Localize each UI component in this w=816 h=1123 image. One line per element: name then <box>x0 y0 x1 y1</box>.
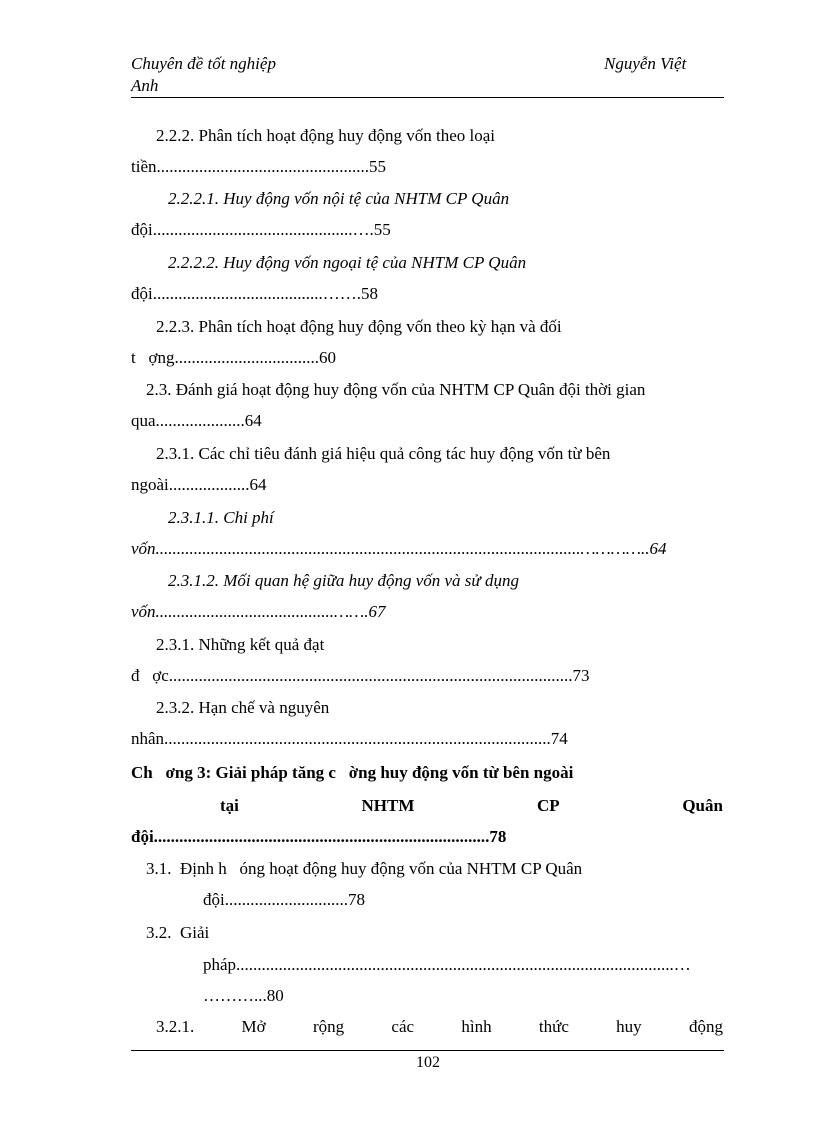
word: CP <box>537 796 560 815</box>
toc-2-3-2-page: nhân...........................................................................................74 <box>131 729 568 748</box>
toc-2-2-2-title: 2.2.2. Phân tích hoạt động huy động vốn theo loại <box>156 126 496 145</box>
toc-2-3-1-page: ngoài...................64 <box>131 475 267 494</box>
footer-rule <box>131 1050 724 1051</box>
toc-3-2-page: ………...80 <box>203 986 284 1005</box>
toc-3-1-page: đội.............................78 <box>203 890 365 909</box>
word: thức <box>538 1017 569 1036</box>
toc-2-3-page: qua.....................64 <box>131 411 262 430</box>
toc-2-3-1-1-title: 2.3.1.1. Chi phí <box>168 508 274 527</box>
toc-3-2-1-title <box>156 1016 723 1038</box>
word: 3.2.1. <box>156 1017 195 1036</box>
toc-2-3-title: 2.3. Đánh giá hoạt động huy động vốn của NHTM CP Quân đội thời gian <box>146 380 646 399</box>
toc-2-3-1b-title: 2.3.1. Những kết quả đạt <box>156 635 325 654</box>
toc-2-3-1b-page: đ ợc...............................................................................................73 <box>131 666 590 685</box>
word: rộng <box>312 1017 345 1036</box>
toc-2-3-2-title: 2.3.2. Hạn chế và nguyên <box>156 698 330 717</box>
toc-3-1-title: 3.1. Định h óng hoạt động huy động vốn của NHTM CP Quân <box>146 859 583 878</box>
word: hình <box>461 1017 492 1036</box>
toc-2-2-2-2-title: 2.2.2.2. Huy động vốn ngoại tệ của NHTM CP Quân <box>168 253 527 272</box>
word: các <box>391 1017 415 1036</box>
toc-chapter-3-page: đội...............................................................................78 <box>131 827 507 846</box>
toc-2-2-2-1-title: 2.2.2.1. Huy động vốn nội tệ của NHTM CP Quân <box>168 189 510 208</box>
header-title-line2: Anh <box>131 76 159 95</box>
header-title <box>131 53 276 97</box>
word: Quân <box>682 796 723 815</box>
toc-2-3-1-2-page: vốn..........................................…….67 <box>131 602 386 621</box>
toc-2-3-1-title: 2.3.1. Các chỉ tiêu đánh giá hiệu quả công tác huy động vốn từ bên <box>156 444 611 463</box>
word: tại <box>220 796 239 815</box>
toc-3-2-title: 3.2. Giải <box>146 923 210 942</box>
toc-chapter-3-title-cont <box>220 795 723 817</box>
header-author: Nguyễn Việt <box>604 54 687 73</box>
word: NHTM <box>361 796 415 815</box>
toc-chapter-3-title: Ch ơng 3: Giải pháp tăng c ờng huy động vốn từ bên ngoài <box>131 763 574 782</box>
toc-3-2-dots: pháp.......................................................................................................… <box>203 955 691 974</box>
toc-2-2-2-2-page: đội........................................…….58 <box>131 284 378 303</box>
toc-2-3-1-2-title: 2.3.1.2. Mối quan hệ giữa huy động vốn và sử dụng <box>168 571 519 590</box>
toc-2-2-2-1-page: đội...............................................….55 <box>131 220 391 239</box>
page-number: 102 <box>416 1054 440 1071</box>
toc-2-2-3-title: 2.2.3. Phân tích hoạt động huy động vốn theo kỳ hạn và đối <box>156 317 562 336</box>
header-rule <box>131 97 724 98</box>
word: huy <box>616 1017 642 1036</box>
word: động <box>688 1017 723 1036</box>
header-title-line1: Chuyên đề tốt nghiệp <box>131 54 276 73</box>
toc-2-3-1-1-page: vốn....................................................................................................…………..64 <box>131 539 667 558</box>
word: Mở <box>241 1017 266 1036</box>
toc-2-2-2-page: tiền..................................................55 <box>131 157 386 176</box>
toc-2-2-3-page: t ợng..................................60 <box>131 348 336 367</box>
